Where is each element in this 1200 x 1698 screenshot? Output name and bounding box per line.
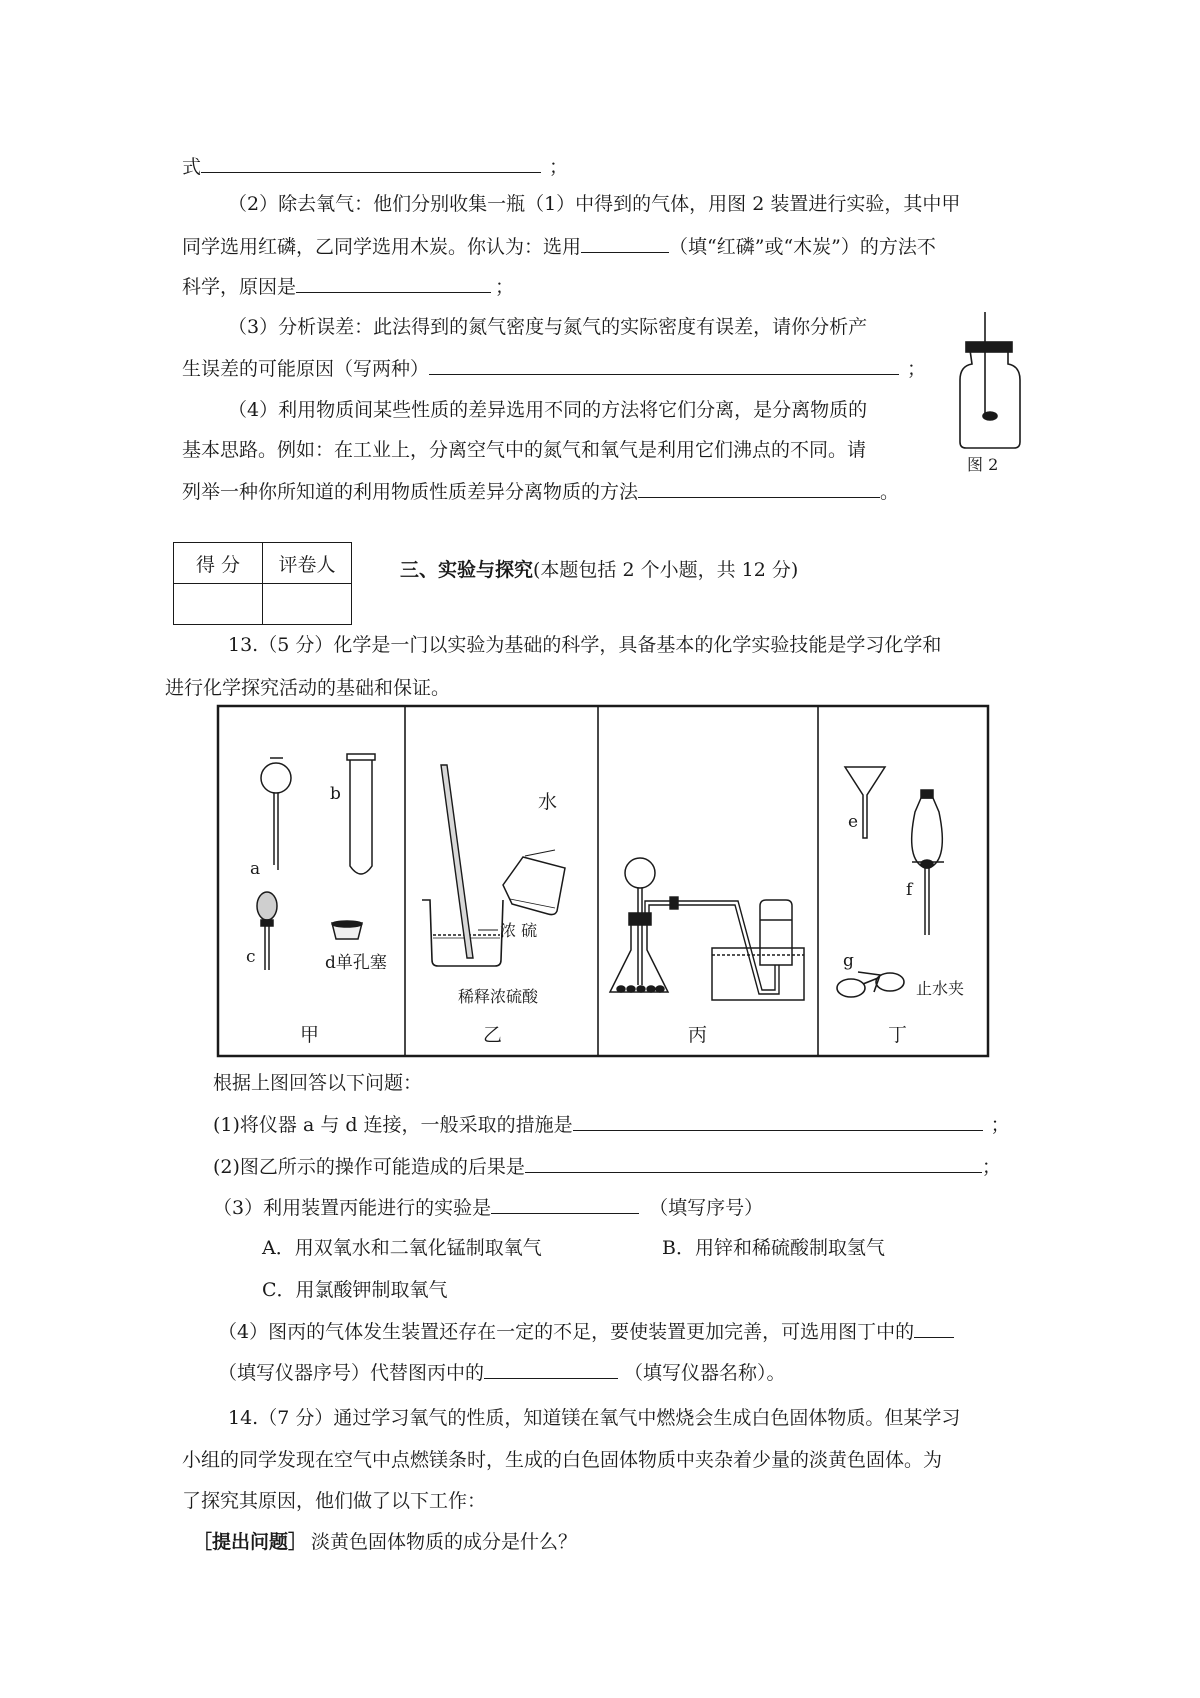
q13-sub3-text: （3）利用装置丙能进行的实验是 xyxy=(213,1197,492,1219)
q12-part2-hint: （填“红磷”或“木炭”）的方法不 xyxy=(669,236,936,258)
q13-sub3-hint: （填写序号） xyxy=(649,1197,764,1219)
q13-option-a: A．用双氧水和二氧化锰制取氧气 xyxy=(262,1237,542,1259)
q13-option-b: B．用锌和稀硫酸制取氢气 xyxy=(662,1237,885,1259)
figure2-bottle xyxy=(960,312,1020,448)
q13-intro-line2: 进行化学探究活动的基础和保证。 xyxy=(165,677,451,699)
separatory-funnel-f-icon xyxy=(912,790,944,935)
panel-ding-label: 丁 xyxy=(888,1024,908,1046)
q13-sub1-text: (1)将仪器 a 与 d 连接，一般采取的措施是 xyxy=(213,1114,573,1136)
q12-part2-text: 同学选用红磷，乙同学选用木炭。你认为：选用 xyxy=(182,236,582,258)
panel-jia-label: 甲 xyxy=(300,1024,320,1046)
q12-reason-label: 科学，原因是 xyxy=(182,276,297,298)
q12-part4-line1: （4）利用物质间某些性质的差异选用不同的方法将它们分离，是分离物质的 xyxy=(228,399,868,421)
q12-part2-line1: （2）除去氧气：他们分别收集一瓶（1）中得到的气体，用图 2 装置进行实验，其中甲 xyxy=(228,193,961,215)
caption-yi: 稀释浓硫酸 xyxy=(458,987,539,1006)
q12-part3-line1: （3）分析误差：此法得到的氮气密度与氮气的实际密度有误差，请你分析产 xyxy=(228,316,868,338)
water-trough-icon xyxy=(712,900,804,1000)
measuring-cup-icon xyxy=(503,850,565,915)
q12-error-end: ； xyxy=(907,358,927,380)
q13-intro-line1: 13.（5 分）化学是一门以实验为基础的科学，具备基本的化学实验技能是学习化学和 xyxy=(228,634,942,656)
glass-rod-icon xyxy=(441,765,473,958)
panel-bing-label: 丙 xyxy=(688,1024,708,1046)
q12-method-end: 。 xyxy=(880,481,900,503)
label-f: f xyxy=(906,880,913,900)
label-water: 水 xyxy=(538,791,558,813)
funnel-a-icon xyxy=(261,758,291,870)
q14-line3: 了探究其原因，他们做了以下工作： xyxy=(182,1490,487,1512)
q13-sub2-end: ； xyxy=(981,1156,1001,1178)
q13-sub4-text: （4）图丙的气体发生装置还存在一定的不足，要使装置更加完善，可选用图丁中的 xyxy=(218,1321,915,1343)
q13-sub4-hint: （填写仪器名称）。 xyxy=(624,1362,786,1384)
q13-figure-frame xyxy=(218,706,988,1056)
q12-error-label: 生误差的可能原因（写两种） xyxy=(182,358,430,380)
q14-question-label: ［提出问题］ xyxy=(193,1531,308,1553)
q12-reason-end: ； xyxy=(495,276,515,298)
q14-line1: 14.（7 分）通过学习氧气的性质，知道镁在氧气中燃烧会生成白色固体物质。但某学习 xyxy=(228,1407,961,1429)
q13-prompt: 根据上图回答以下问题： xyxy=(213,1072,423,1094)
score-label: 得 分 xyxy=(174,543,263,584)
stopper-d-icon xyxy=(332,921,362,939)
q13-option-c: C．用氯酸钾制取氧气 xyxy=(262,1279,448,1301)
q12-part4-line2: 基本思路。例如：在工业上，分离空气中的氮气和氧气是利用它们沸点的不同。请 xyxy=(182,439,867,461)
panel-yi-label: 乙 xyxy=(483,1024,503,1046)
label-b: b xyxy=(330,784,341,804)
label-acid: 浓 硫 xyxy=(500,921,538,940)
label-d: d单孔塞 xyxy=(325,953,387,973)
grader-label: 评卷人 xyxy=(263,543,352,584)
q14-line2: 小组的同学发现在空气中点燃镁条时，生成的白色固体物质中夹杂着少量的淡黄色固体。为 xyxy=(182,1449,943,1471)
label-clip: 止水夹 xyxy=(916,979,965,998)
q13-sub1-end: ； xyxy=(990,1114,1010,1136)
label-a: a xyxy=(250,859,261,879)
q12-formula-end: ； xyxy=(549,156,569,178)
q13-sub2-text: (2)图乙所示的操作可能造成的后果是 xyxy=(213,1156,525,1178)
label-c: c xyxy=(246,947,256,967)
section3-title-rest: (本题包括 2 个小题，共 12 分) xyxy=(533,559,799,581)
generator-apparatus-icon xyxy=(610,858,668,992)
q12-formula-prefix: 式 xyxy=(182,156,202,178)
figure2-caption: 图 2 xyxy=(967,455,999,474)
clamp-g-icon xyxy=(837,972,904,997)
q14-question-text: 淡黄色固体物质的成分是什么？ xyxy=(311,1531,578,1553)
q13-sub4-text2: （填写仪器序号）代替图丙中的 xyxy=(218,1362,485,1384)
section3-title-bold: 三、实验与探究 xyxy=(400,559,534,581)
test-tube-b-icon xyxy=(347,754,375,874)
label-e: e xyxy=(848,812,859,832)
label-g: g xyxy=(843,951,854,971)
dropper-c-icon xyxy=(257,892,277,970)
q12-method-label: 列举一种你所知道的利用物质性质差异分离物质的方法 xyxy=(182,481,639,503)
